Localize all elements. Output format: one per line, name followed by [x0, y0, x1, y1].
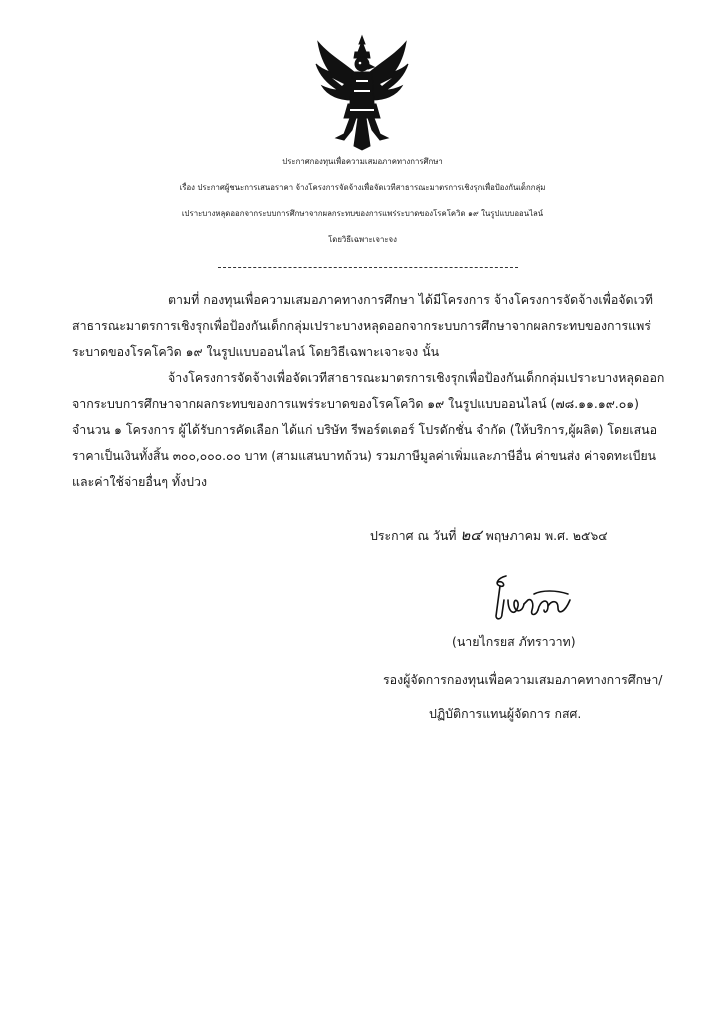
signatory-name: (นายไกรยส ภัทราวาท) — [452, 634, 576, 649]
subject-line-2: เปราะบางหลุดออกจากระบบการศึกษาจากผลกระทบของการแพร่ระบาดของโรคโควิด ๑๙ ในรูปแบบออนไลน์ — [181, 209, 544, 218]
paragraph-2-line-3: จำนวน ๑ โครงการ ผู้ได้รับการคัดเลือก ได้แก่ บริษัท รีพอร์ตเตอร์ โปรดักชั่น จำกัด (ให้บริการ,ผู้ผลิต) โดยเสนอ — [72, 422, 658, 437]
paragraph-2-line-5: และค่าใช้จ่ายอื่นๆ ทั้งปวง — [72, 474, 208, 489]
paragraph-1-line-2: สาธารณะมาตรการเชิงรุกเพื่อป้องกันเด็กกลุ่มเปราะบางหลุดออกจากระบบการศึกษาจากผลกระทบของการแพร่ — [72, 318, 651, 333]
subject-line-3: โดยวิธีเฉพาะเจาะจง — [328, 235, 397, 244]
date-day: ๒๔ — [460, 526, 482, 544]
garuda-emblem-icon — [314, 34, 410, 152]
separator-line — [218, 267, 518, 268]
date-month-year: พฤษภาคม พ.ศ. ๒๕๖๔ — [485, 528, 608, 543]
paragraph-2-line-1: จ้างโครงการจัดจ้างเพื่อจัดเวทีสาธารณะมาตรการเชิงรุกเพื่อป้องกันเด็กกลุ่มเปราะบางหลุดออก — [168, 370, 665, 385]
paragraph-1-line-1: ตามที่ กองทุนเพื่อความเสมอภาคทางการศึกษา ได้มีโครงการ จ้างโครงการจัดจ้างเพื่อจัดเวที — [168, 292, 653, 307]
announcement-title: ประกาศกองทุนเพื่อความเสมอภาคทางการศึกษา — [282, 157, 443, 166]
signatory-position-2: ปฏิบัติการแทนผู้จัดการ กสศ. — [429, 706, 582, 721]
signatory-position-1: รองผู้จัดการกองทุนเพื่อความเสมอภาคทางการศึกษา/ — [383, 672, 663, 687]
date-prefix: ประกาศ ณ วันที่ — [370, 528, 457, 543]
handwritten-signature-icon — [486, 570, 576, 626]
paragraph-2-line-2: จากระบบการศึกษาจากผลกระทบของการแพร่ระบาดของโรคโควิด ๑๙ ในรูปแบบออนไลน์ (๗๘.๑๑.๑๙.๐๑) — [72, 396, 639, 411]
subject-line-1: เรื่อง ประกาศผู้ชนะการเสนอราคา จ้างโครงการจัดจ้างเพื่อจัดเวทีสาธารณะมาตรการเชิงรุกเพื่อป้องกันเด็กกลุ่ม — [179, 183, 546, 192]
paragraph-2-line-4: ราคาเป็นเงินทั้งสิ้น ๓๐๐,๐๐๐.๐๐ บาท (สามแสนบาทถ้วน) รวมภาษีมูลค่าเพิ่มและภาษีอื่น ค่าขนส่ง ค่าจดทะเบียน — [72, 449, 657, 463]
date-line — [370, 527, 608, 544]
paragraph-1-line-3: ระบาดของโรคโควิด ๑๙ ในรูปแบบออนไลน์ โดยวิธีเฉพาะเจาะจง นั้น — [72, 344, 440, 359]
